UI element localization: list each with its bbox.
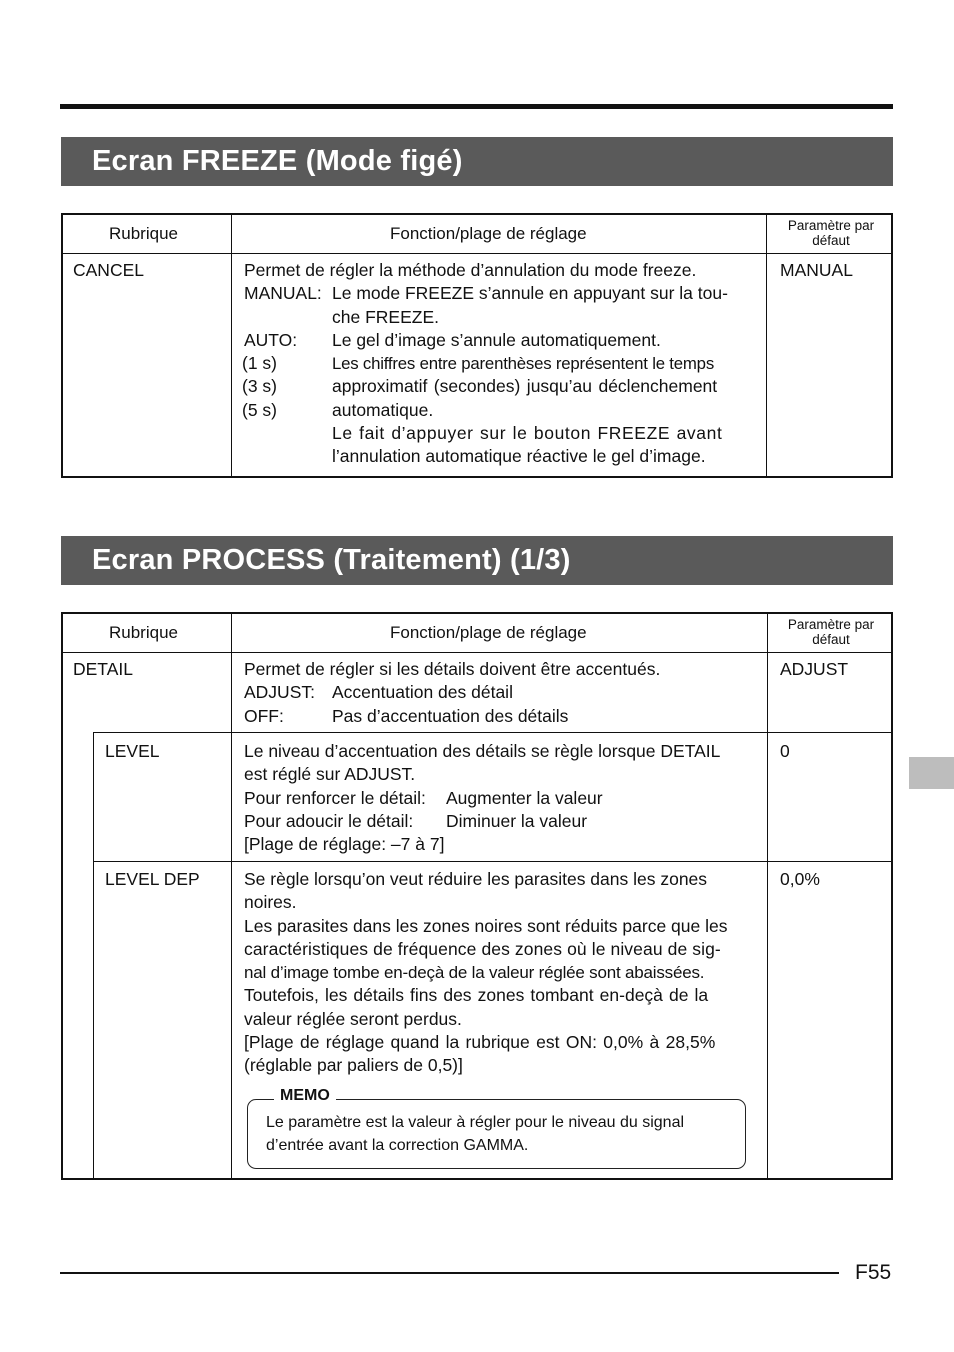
header-rubrique: Rubrique <box>109 623 178 642</box>
section-thumb-tab <box>909 757 954 789</box>
adjust-label: ADJUST: <box>244 682 315 703</box>
freeze-section-title: Ecran FREEZE (Mode figé) <box>61 137 893 186</box>
up-text: Augmenter la valeur <box>446 787 603 808</box>
off-text: Pas d’accentuation des détails <box>332 705 569 726</box>
down-label: Pour adoucir le détail: <box>244 810 414 831</box>
header-fonction: Fonction/plage de réglage <box>390 224 587 243</box>
level-down <box>244 810 756 833</box>
desc-3: automatique. <box>332 399 434 420</box>
level-dep-function <box>244 868 756 1078</box>
auto-option <box>244 329 756 352</box>
detail-intro: Permet de régler si les détails doivent être accentués. <box>244 659 661 679</box>
auto-label: AUTO: <box>244 329 298 350</box>
level-line1: Le niveau d’accentuation des détails se règle lorsque DETAIL <box>244 741 721 761</box>
memo-title: MEMO <box>274 1087 336 1105</box>
item-level-dep: LEVEL DEP <box>105 869 200 889</box>
table-header <box>63 614 891 653</box>
default-level-dep: 0,0% <box>780 869 820 889</box>
up-label: Pour renforcer le détail: <box>244 787 426 808</box>
level-function <box>244 740 756 856</box>
desc-4: Le fait d’appuyer sur le bouton FREEZE avant <box>332 423 723 444</box>
detail-adjust <box>244 681 756 704</box>
row-divider <box>93 861 891 862</box>
manual-text-1: Le mode FREEZE s’annule en appuyant sur la tou- <box>332 283 728 304</box>
header-default-line2: défaut <box>812 233 850 248</box>
detail-function <box>244 658 756 728</box>
default-level: 0 <box>780 741 790 761</box>
item-level: LEVEL <box>105 741 160 761</box>
desc-5: l’annulation automatique réactive le gel d’image. <box>332 446 706 467</box>
page-number: F55 <box>855 1261 892 1284</box>
opt-5s: (5 s) <box>242 399 277 420</box>
level-dep-line1: Se règle lorsqu’on veut réduire les parasites dans les zones <box>244 869 708 889</box>
header-default <box>769 218 893 248</box>
level-dep-line4: caractéristiques de fréquence des zones où le niveau de sig- <box>244 938 721 959</box>
desc-2: approximatif (secondes) jusqu’au déclenchement <box>332 376 718 397</box>
col-divider <box>767 614 768 1178</box>
level-line2: est réglé sur ADJUST. <box>244 764 416 785</box>
level-dep-line6: Toutefois, les détails fins des zones tombant en-deçà de la <box>244 985 709 1006</box>
header-default-line1: Paramètre par <box>787 218 875 233</box>
memo-box <box>247 1087 746 1169</box>
default-detail: ADJUST <box>780 659 849 679</box>
manual-label: MANUAL: <box>244 283 322 304</box>
item-cancel: CANCEL <box>73 260 144 280</box>
sub-item-indent-line <box>93 732 94 1178</box>
manual-option <box>244 282 756 329</box>
memo-line1: Le paramètre est la valeur à régler pour le niveau du signal <box>266 1114 685 1131</box>
detail-off <box>244 705 756 728</box>
process-table <box>61 612 893 1180</box>
opt-1s: (1 s) <box>242 353 277 374</box>
auto-text: Le gel d’image s’annule automatiquement. <box>332 329 661 350</box>
row-divider <box>93 732 891 733</box>
level-dep-line7: valeur réglée seront perdus. <box>244 1008 462 1029</box>
header-fonction: Fonction/plage de réglage <box>390 623 587 642</box>
level-dep-line5: nal d’image tombe en-deçà de la valeur réglée sont abaissées. <box>244 963 705 983</box>
function-text <box>244 259 756 472</box>
manual-text-2: che FREEZE. <box>332 306 439 327</box>
process-section-title: Ecran PROCESS (Traitement) (1/3) <box>61 536 893 585</box>
table-header <box>63 215 891 254</box>
header-default-line1: Paramètre par <box>787 617 875 632</box>
item-detail: DETAIL <box>73 659 133 679</box>
header-default-line2: défaut <box>812 632 850 647</box>
top-rule <box>60 104 893 109</box>
auto-times <box>244 352 756 472</box>
memo-text <box>266 1111 684 1157</box>
level-up <box>244 787 756 810</box>
level-dep-line3: Les parasites dans les zones noires sont réduits parce que les <box>244 915 728 936</box>
col-divider <box>231 614 232 1178</box>
adjust-text: Accentuation des détail <box>332 682 513 703</box>
level-dep-line2: noires. <box>244 892 297 913</box>
desc-1: Les chiffres entre parenthèses représentent le temps <box>332 354 715 374</box>
down-text: Diminuer la valeur <box>446 810 588 831</box>
header-default <box>769 617 893 647</box>
default-value: MANUAL <box>780 260 853 280</box>
col-divider <box>231 215 232 476</box>
memo-line2: d’entrée avant la correction GAMMA. <box>266 1137 529 1154</box>
cancel-intro: Permet de régler la méthode d’annulation du mode freeze. <box>244 260 697 280</box>
freeze-table <box>61 213 893 478</box>
level-range: [Plage de réglage: –7 à 7] <box>244 834 445 855</box>
level-dep-line8: [Plage de réglage quand la rubrique est ON: 0,0% à 28,5% <box>244 1032 716 1053</box>
level-dep-line9: (réglable par paliers de 0,5)] <box>244 1055 463 1076</box>
col-divider <box>766 215 767 476</box>
opt-3s: (3 s) <box>242 376 277 397</box>
off-label: OFF: <box>244 705 284 726</box>
header-rubrique: Rubrique <box>109 224 178 243</box>
bottom-rule <box>60 1272 839 1274</box>
